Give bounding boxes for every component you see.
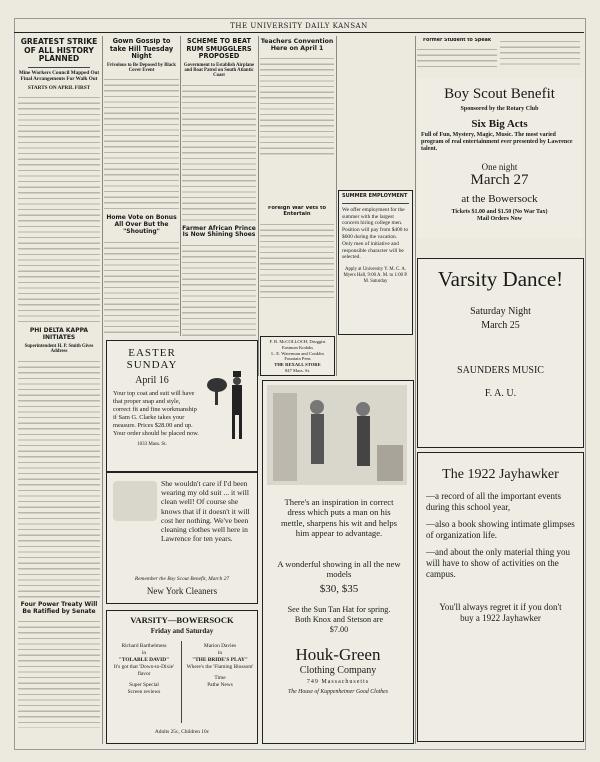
easter-illustration	[203, 361, 253, 451]
houk-hats: See the Sun Tan Hat for spring. Both Knox and Stetson are $7.00	[287, 605, 391, 634]
column-1	[18, 38, 100, 743]
left-reviews: Screen reviews	[127, 689, 161, 695]
strike-article-text	[18, 94, 100, 324]
vets-headline: Foreign War Vets to Entertain	[267, 206, 327, 217]
column-divider	[102, 36, 103, 744]
jayhawker-item: —and about the only material thing you will have to show of activities on the campus.	[426, 547, 570, 579]
summer-apply: Apply at University Y. M. C. A. Myers Hall, 9:00 A. M. to 1:00 P. M. Saturday	[343, 267, 408, 285]
pdk-subhead: Superintendent H. P. Smith Gives Address	[24, 344, 94, 355]
strike-subhead: Mine Workers Council Mapped Out Final Arrangements For Walk Out	[18, 70, 100, 82]
masthead-rule	[14, 32, 584, 33]
houk-green-ad	[262, 380, 414, 744]
dance-title: Varsity Dance!	[437, 267, 564, 291]
jayhawker-item: —a record of all the important events during this school year,	[426, 491, 561, 512]
easter-text: Your top coat and suit will have that proper snap and style, correct fit and fine workmanship if Sam G. Clarke takes your measure. Prices $28.00 and up. Your order should be placed now.	[113, 390, 199, 437]
column-3	[182, 38, 256, 336]
jayhawker-ad	[417, 452, 584, 742]
gown-article-text	[104, 76, 179, 211]
jayhawker-item: —also a book showing intimate glimpses of organization life.	[426, 519, 575, 540]
rexall-line: Eastman Kodaks	[281, 344, 313, 350]
houk-tagline: The House of Kuppenheimer Good Clothes	[288, 689, 388, 695]
pdk-headline: PHI DELTA KAPPA INITIATES	[29, 327, 89, 342]
rum-headline: SCHEME TO BEAT RUM SMUGGLERS PROPOSED	[186, 38, 252, 61]
admission: Adults 25c, Children 10c	[154, 729, 210, 735]
jayhawker-title: The 1922 Jayhawker	[442, 467, 559, 482]
prince-article-text	[182, 242, 256, 336]
rexall-address: 847 Mass. St.	[284, 367, 310, 373]
dance-when: Saturday Night	[470, 306, 531, 317]
treaty-headline: Four Power Treaty Will Be Ratified by Senate	[20, 600, 98, 615]
speaker-text-cont	[500, 38, 580, 68]
scout-mail-orders: Mail Orders Now	[477, 215, 522, 222]
horse-rider-icon	[207, 378, 227, 392]
right-in: in	[217, 650, 223, 656]
speaker-article	[417, 38, 497, 70]
summer-text: We offer employment for the summer with the largest concern hiring college men. Position will pay from $400 to $600 during the vacation. Only men of initiative and responsible character will be selected.	[342, 206, 409, 261]
rexall-line: F. B. McCOLLOCH, Druggist	[269, 339, 326, 344]
theater-when: Friday and Saturday	[150, 627, 214, 635]
houk-illustration	[267, 385, 407, 485]
scout-price: Tickets $1.00 and $1.50 (No War Tax)	[451, 208, 548, 215]
summer-title: SUMMER EMPLOYMENT	[342, 193, 408, 199]
jayhawker-footer: You'll always regret it if you don't buy a 1922 Jayhawker	[439, 602, 562, 623]
right-film: "THE BRIDE'S PLAY"	[192, 657, 248, 663]
gown-headline: Gown Gossip to take Hill Tuesday Night	[109, 38, 174, 61]
dance-music: SAUNDERS MUSIC	[457, 365, 544, 376]
pdk-article-text	[18, 358, 100, 598]
scout-acts: Six Big Acts	[471, 118, 528, 130]
houk-address: 749 Massachusetts	[306, 679, 370, 685]
varsity-bowersock-ad	[106, 610, 258, 744]
summer-employment-ad	[338, 190, 413, 335]
right-news: Pathe News	[207, 682, 233, 688]
easter-date: April 16	[135, 375, 169, 386]
gown-subhead: Frivolous to Be Deposed by Black Cover Event	[107, 62, 176, 73]
right-extra: Where's the 'Flaming Blossom'	[186, 664, 254, 670]
bonus-article-text	[104, 239, 179, 336]
varsity-dance-ad	[417, 258, 584, 448]
scout-date: March 27	[470, 171, 529, 188]
cleaners-text: She wouldn't care if I'd been wearing my old suit ... it will clean well! Of course she knows that if it doesn't it will cost her nothing. We've been cleaning clothes well here in Lawrence for ten years.	[161, 479, 250, 544]
left-feature	[109, 643, 179, 696]
boy-scout-ad	[417, 78, 582, 238]
column-2	[104, 38, 179, 336]
speaker-headline: Former Student to Speak	[422, 38, 492, 43]
prince-headline: Farmer African Prince Is Now Shining Shoes	[182, 224, 256, 239]
dance-date: March 25	[481, 320, 520, 331]
right-note: Time	[214, 675, 226, 681]
new-york-cleaners-ad	[106, 472, 258, 604]
people-illustration	[267, 385, 407, 485]
right-star: Marion Davies	[203, 643, 237, 649]
column-divider	[415, 36, 416, 744]
speaker-text	[417, 46, 497, 68]
houk-name-2: Clothing Company	[299, 665, 377, 676]
column-divider	[336, 36, 337, 376]
houk-text-1: There's an inspiration in correct dress which puts a man on his mettle, sharpens his wit and helps him appear to advantage.	[281, 497, 397, 539]
teachers-article-text	[260, 55, 334, 155]
easter-address: 1033 Mass. St.	[137, 442, 167, 447]
scout-sponsor: Sponsored by the Rotary Club	[460, 106, 539, 112]
rexall-store: THE REXALL STORE	[274, 362, 321, 368]
bonus-headline: Home Vote on Bonus All Over But the "Shouting"	[106, 214, 177, 236]
dance-fau: F. A. U.	[484, 388, 517, 399]
strike-headline: GREATEST STRIKE OF ALL HISTORY PLANNED	[20, 38, 98, 64]
treaty-article-text	[18, 618, 100, 728]
scout-once: One night	[481, 161, 518, 172]
houk-name: Houk-Green	[295, 645, 381, 664]
cleaners-note: Remember the Boy Scout Benefit, March 27	[134, 576, 230, 582]
houk-price: $30, $35	[319, 583, 359, 595]
masthead: THE UNIVERSITY DAILY KANSAN	[230, 22, 368, 30]
rum-subhead: Government to Establish Airplane and Boat Patrol on South Atlantic Coast	[183, 62, 255, 79]
cleaners-name: New York Cleaners	[146, 586, 218, 596]
cleaners-illustration	[113, 481, 157, 521]
easter-title: EASTER SUNDAY	[126, 347, 178, 371]
scout-title: Boy Scout Benefit	[444, 86, 555, 102]
column-divider	[180, 36, 181, 336]
speaker-article-cont	[500, 38, 580, 70]
rexall-ad	[260, 336, 335, 376]
left-film: "TOLABLE DAVID"	[118, 657, 170, 663]
rexall-line: L. E. Waterman and Conklin Fountain Pens	[271, 350, 324, 362]
rum-article-text	[182, 82, 256, 222]
left-star: Richard Barthelmess	[121, 643, 167, 649]
foreign-vets-article	[260, 206, 334, 336]
scout-description: Full of Fun, Mystery, Magic, Music. The most varied program of real entertainment ever presented by Lawrence talent.	[421, 132, 573, 153]
easter-sunday-ad	[106, 340, 258, 472]
left-extra: It's got that 'Down-to-Dixie' flavor	[113, 664, 175, 677]
teachers-headline: Teachers Convention Here on April 1	[260, 38, 334, 53]
right-feature	[185, 643, 255, 689]
column-divider	[258, 36, 259, 376]
left-in: in	[141, 650, 147, 656]
theater-title: VARSITY—BOWERSOCK	[130, 615, 234, 625]
vets-article-text	[260, 221, 334, 301]
strike-subhead-2: STARTS ON APRIL FIRST	[27, 84, 91, 91]
houk-text-2: A wonderful showing in all the new models	[277, 559, 401, 580]
left-note: Super Special	[129, 682, 159, 688]
column-4	[260, 38, 334, 188]
scout-place: at the Bowersock	[461, 192, 538, 205]
